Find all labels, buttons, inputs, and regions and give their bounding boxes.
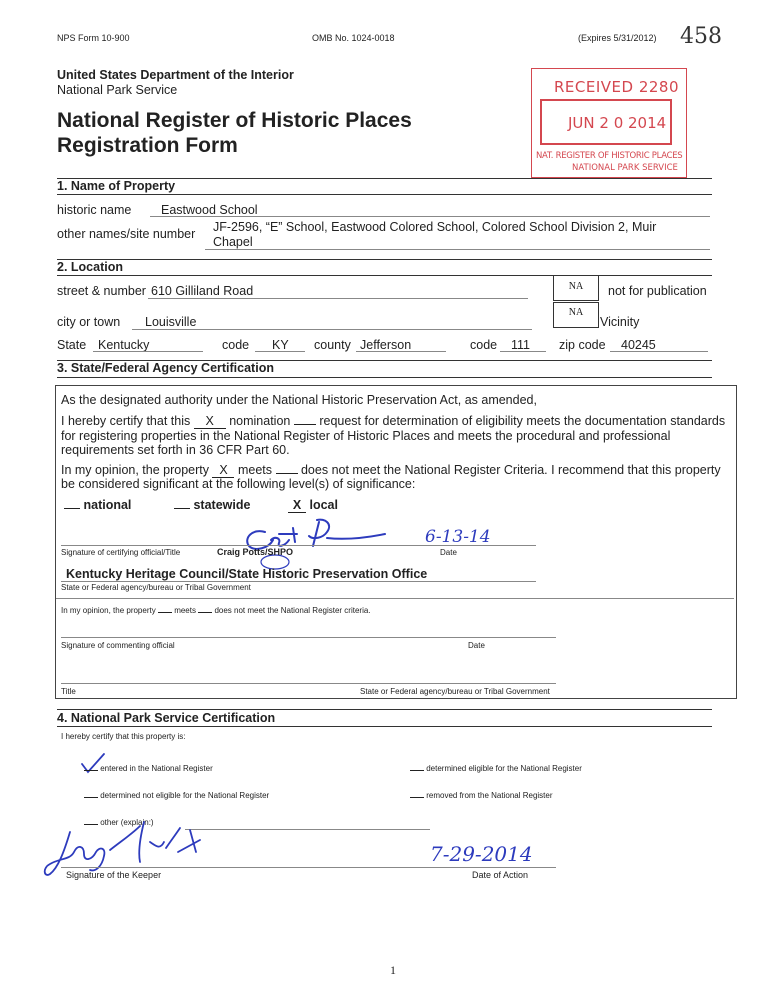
level-local-mark: X bbox=[288, 498, 306, 513]
opinion-text-b: meets bbox=[237, 463, 273, 477]
state-value: Kentucky bbox=[98, 338, 150, 352]
opinion2-text-c: does not meet the National Register criteria. bbox=[214, 606, 371, 615]
agency-label: State or Federal agency/bureau or Tribal Government bbox=[61, 583, 251, 592]
opinion-line2: be considered significant at the following level(s) of significance: bbox=[61, 477, 416, 491]
certify-line1 bbox=[61, 414, 725, 429]
opinion-text-a: In my opinion, the property bbox=[61, 463, 209, 477]
certify-line2: for registering properties in the National Register of Historic Places and meets the procedural and professional bbox=[61, 429, 671, 443]
service: National Park Service bbox=[57, 83, 178, 97]
received-stamp bbox=[531, 68, 687, 178]
stamp-received: RECEIVED 2280 bbox=[554, 78, 680, 96]
level-national-label: national bbox=[83, 498, 132, 512]
agency2-label: State or Federal agency/bureau or Tribal Government bbox=[360, 687, 550, 696]
keeper-label: Signature of the Keeper bbox=[66, 870, 162, 880]
handwritten-number: 458 bbox=[680, 24, 722, 49]
zip-label: zip code bbox=[559, 338, 606, 352]
title-label: Title bbox=[61, 687, 76, 696]
page-subtitle: Registration Form bbox=[57, 134, 238, 157]
city-value: Louisville bbox=[145, 315, 197, 329]
certifying-signature bbox=[235, 510, 395, 570]
opinion2-line bbox=[61, 606, 371, 615]
action-date-label: Date of Action bbox=[472, 870, 529, 880]
page-title: National Register of Historic Places bbox=[57, 109, 412, 132]
certify-text-a: I hereby certify that this bbox=[61, 414, 191, 428]
other-names-line1: JF-2596, “E” School, Eastwood Colored School, Colored School Division 2, Muir bbox=[213, 220, 657, 234]
not-for-publication: not for publication bbox=[608, 284, 707, 298]
page-number: 1 bbox=[390, 963, 396, 977]
authority-text: As the designated authority under the National Historic Preservation Act, as amended, bbox=[61, 393, 537, 407]
commenting-label: Signature of commenting official bbox=[61, 641, 175, 650]
vicinity: Vicinity bbox=[600, 315, 640, 329]
stamp-line1: NAT. REGISTER OF HISTORIC PLACES bbox=[536, 151, 683, 161]
signature-label: Signature of certifying official/Title bbox=[61, 548, 181, 557]
option-determined-eligible bbox=[410, 764, 582, 773]
street-value: 610 Gilliland Road bbox=[151, 284, 254, 298]
section1-header: 1. Name of Property bbox=[57, 179, 176, 193]
level-local-label: local bbox=[309, 498, 338, 512]
stamp-line2: NATIONAL PARK SERVICE bbox=[572, 163, 678, 173]
level-national bbox=[64, 498, 131, 512]
date2-label: Date bbox=[468, 641, 485, 650]
option-removed bbox=[410, 791, 553, 800]
option-not-eligible-label: determined not eligible for the National Register bbox=[100, 791, 270, 800]
level-statewide-label: statewide bbox=[193, 498, 251, 512]
historic-name-value: Eastwood School bbox=[161, 203, 258, 217]
omb-number: OMB No. 1024-0018 bbox=[312, 33, 395, 43]
other-names-line2: Chapel bbox=[213, 235, 253, 249]
opinion2-text-b: meets bbox=[174, 606, 196, 615]
option-other-label: other (explain:) bbox=[100, 818, 154, 827]
historic-name-label: historic name bbox=[57, 203, 132, 217]
form-number: NPS Form 10-900 bbox=[57, 33, 130, 43]
na-vicinity-box: NA bbox=[553, 302, 599, 328]
stamp-date: JUN 2 0 2014 bbox=[568, 114, 667, 132]
certify-text-b: nomination bbox=[229, 414, 291, 428]
county-value: Jefferson bbox=[360, 338, 412, 352]
option-determined-eligible-label: determined eligible for the National Register bbox=[426, 764, 582, 773]
agency-name: Kentucky Heritage Council/State Historic Preservation Office bbox=[66, 567, 428, 581]
opinion-line1 bbox=[61, 463, 721, 478]
opinion2-text-a: In my opinion, the property bbox=[61, 606, 156, 615]
state-code-label: code bbox=[222, 338, 250, 352]
zip-value: 40245 bbox=[621, 338, 656, 352]
certify-nomination-mark: X bbox=[194, 414, 226, 429]
na-publication-box: NA bbox=[553, 275, 599, 301]
signature-name: Craig Potts/SHPO bbox=[217, 547, 294, 557]
certify-text-c: request for determination of eligibility meets the documentation standards bbox=[319, 414, 726, 428]
city-label: city or town bbox=[57, 315, 121, 329]
option-entered-label: entered in the National Register bbox=[100, 764, 213, 773]
street-label: street & number bbox=[57, 284, 146, 298]
state-label: State bbox=[57, 338, 87, 352]
county-label: county bbox=[314, 338, 351, 352]
expires: (Expires 5/31/2012) bbox=[578, 33, 657, 43]
county-code-label: code bbox=[470, 338, 498, 352]
certify-line3: requirements set forth in 36 CFR Part 60. bbox=[61, 443, 290, 457]
state-code-value: KY bbox=[272, 338, 289, 352]
option-entered bbox=[84, 764, 213, 773]
opinion-meets-mark: X bbox=[212, 463, 234, 478]
date-label: Date bbox=[440, 548, 457, 557]
department: United States Department of the Interior bbox=[57, 68, 294, 82]
opinion-text-c: does not meet the National Register Criteria. I recommend that this property bbox=[300, 463, 721, 477]
action-date-handwritten: 7-29-2014 bbox=[430, 842, 533, 866]
county-code-value: 111 bbox=[511, 338, 531, 352]
other-names-label: other names/site number bbox=[57, 227, 196, 241]
section3-header: 3. State/Federal Agency Certification bbox=[57, 361, 274, 375]
option-removed-label: removed from the National Register bbox=[426, 791, 553, 800]
section4-header: 4. National Park Service Certification bbox=[57, 711, 276, 725]
option-not-eligible bbox=[84, 791, 269, 800]
certifying-date-handwritten: 6-13-14 bbox=[425, 527, 491, 547]
nps-certify-text: I hereby certify that this property is: bbox=[61, 732, 186, 741]
section2-header: 2. Location bbox=[57, 260, 123, 274]
